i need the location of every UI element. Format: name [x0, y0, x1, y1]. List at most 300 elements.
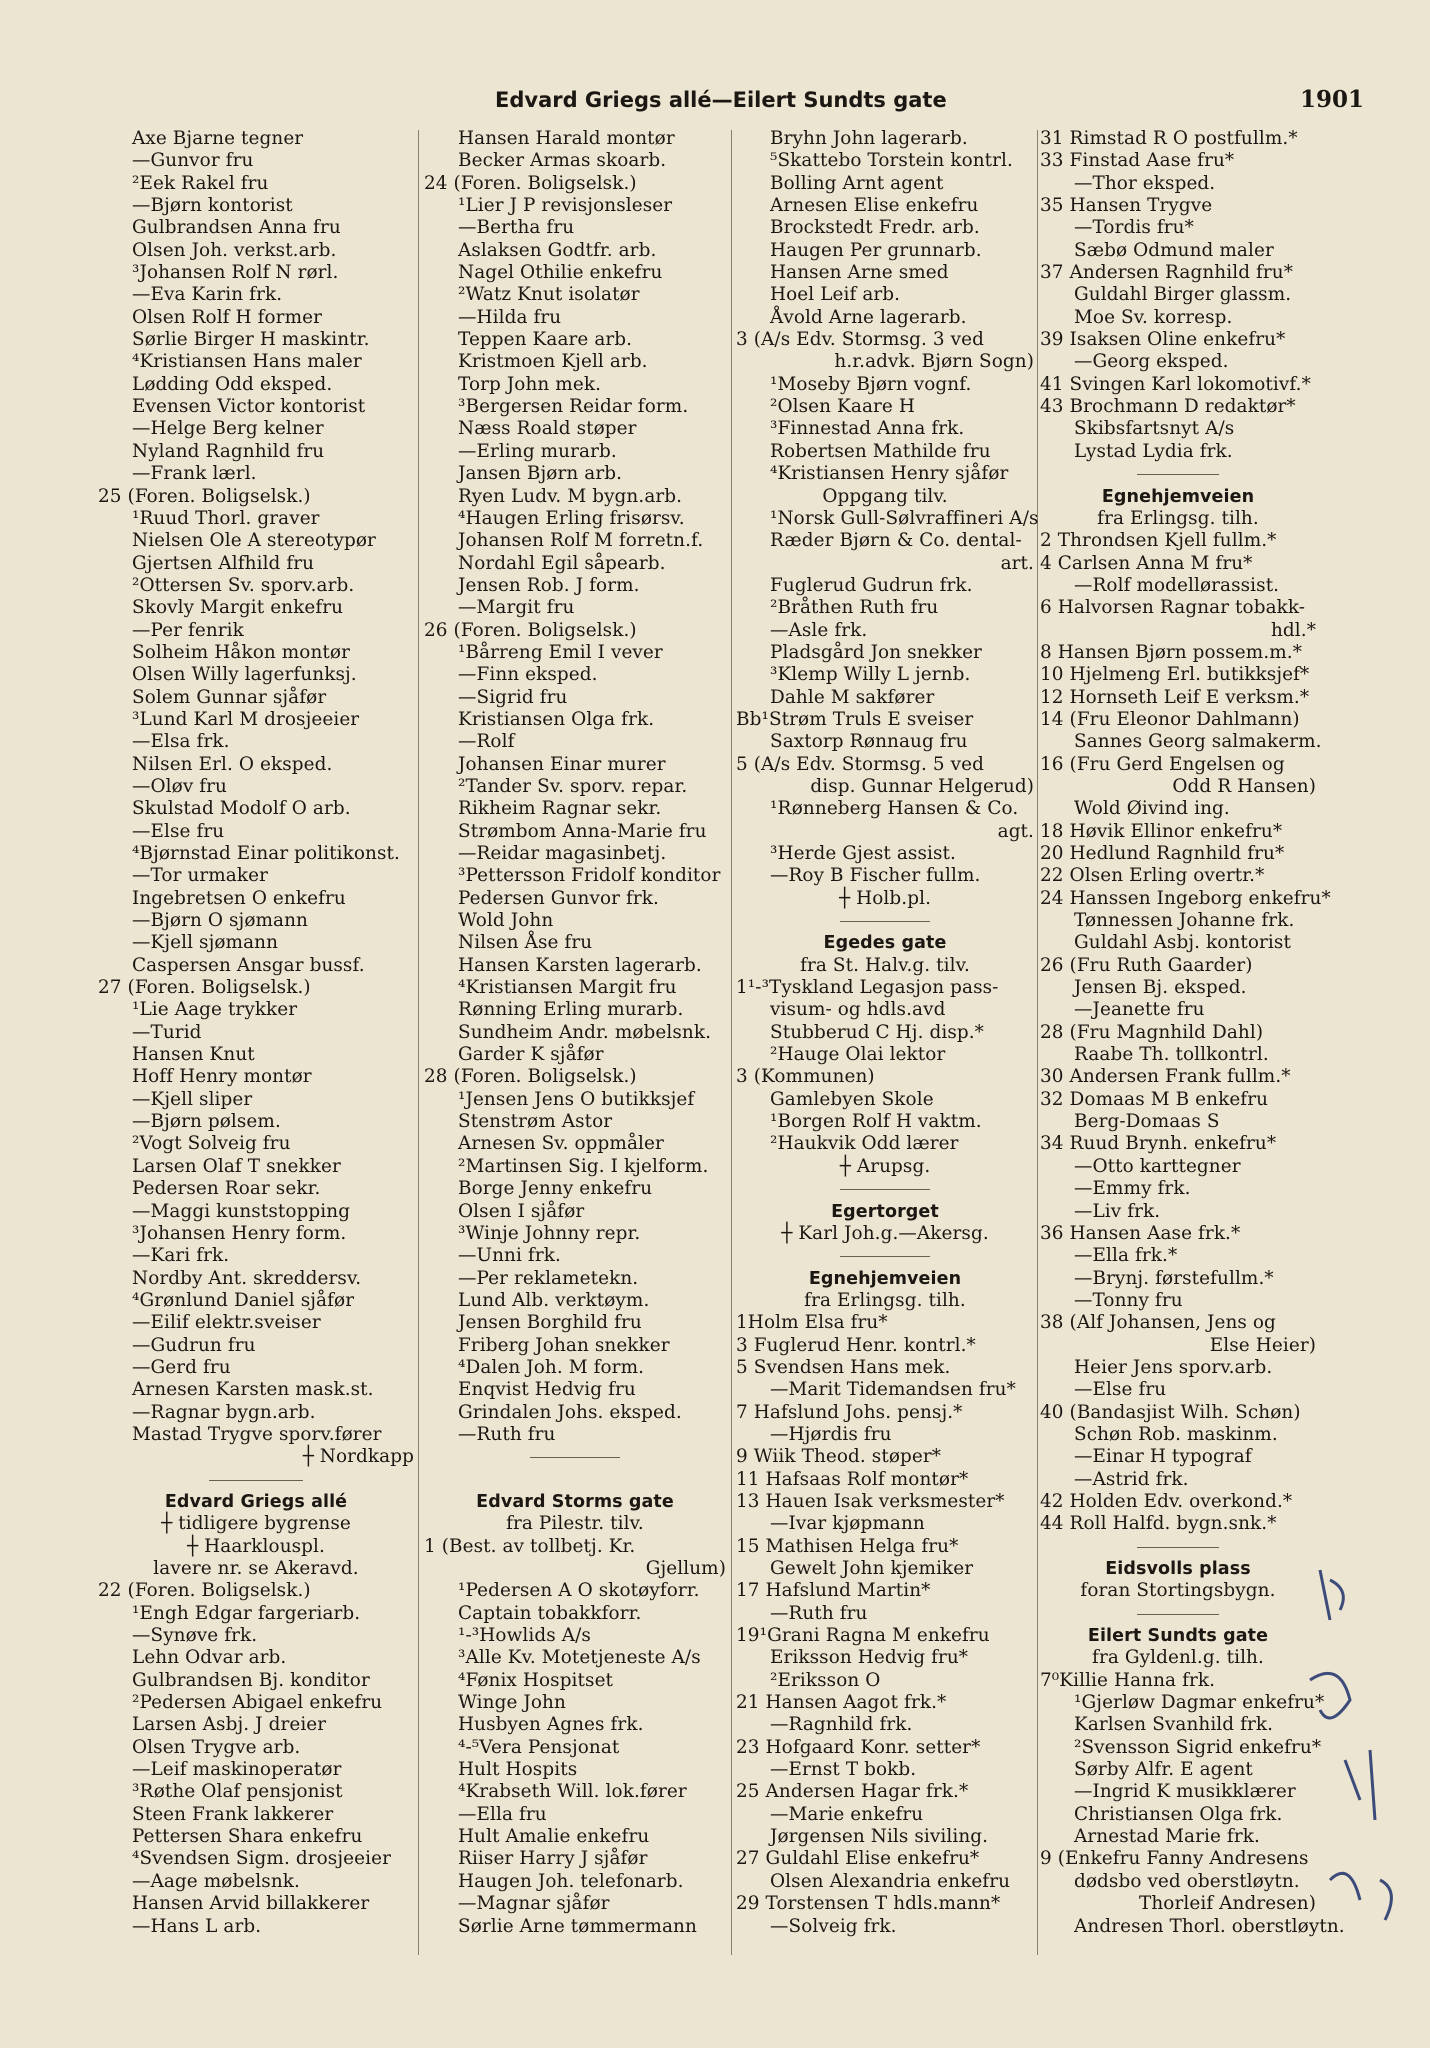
section-separator [1040, 1536, 1316, 1558]
directory-entry: Bb¹Strøm Truls E sveiser [736, 708, 974, 730]
directory-entry: Enqvist Hedvig fru [458, 1379, 636, 1401]
column-divider [1037, 130, 1038, 1955]
directory-entry: —Otto karttegner [1074, 1155, 1241, 1177]
directory-entry: fra St. Halv.g. tilv. [800, 954, 970, 976]
directory-entry: Jensen Rob. J form. [458, 574, 640, 596]
directory-entry: Thorleif Andresen) [1139, 1893, 1316, 1915]
column-divider [418, 130, 419, 1955]
directory-entry: Caspersen Ansgar bussf. [132, 954, 365, 976]
directory-entry: Gjellum) [645, 1558, 726, 1579]
directory-entry: 3 (A/s Edv. Stormsg. 3 ved [736, 329, 984, 351]
directory-entry: 6 Halvorsen Ragnar tobakk- [1040, 597, 1306, 619]
directory-entry: —Turid [132, 1021, 202, 1043]
directory-entry: fra Gyldenl.g. tilh. [1092, 1647, 1264, 1669]
directory-entry: ²Haukvik Odd lærer [770, 1133, 959, 1155]
directory-entry: dødsbo ved oberstløytn. [1074, 1870, 1300, 1892]
directory-entry: ²Vogt Solveig fru [132, 1133, 291, 1155]
directory-entry: visum- og hdls.avd [770, 999, 946, 1021]
directory-entry: —Tor urmaker [132, 865, 268, 887]
directory-entry: 26 (Foren. Boligselsk.) [424, 619, 637, 641]
directory-entry: —Tordis fru* [1074, 217, 1194, 239]
column-1 [98, 128, 414, 1938]
directory-entry: Jørgensen Nils siviling. [770, 1826, 989, 1848]
directory-entry: ¹Rønneberg Hansen & Co. [770, 798, 1019, 820]
directory-entry: Rikheim Ragnar sekr. [458, 798, 662, 820]
directory-entry: h.r.advk. Bjørn Sogn) [834, 351, 1034, 373]
directory-entry: ¹Borgen Rolf H vaktm. [770, 1111, 982, 1133]
directory-entry: Hansen Arvid billakkerer [132, 1893, 370, 1915]
directory-entry: —Hilda fru [458, 306, 562, 328]
directory-entry: —Liv frk. [1074, 1200, 1161, 1222]
directory-entry: 1Holm Elsa fru* [736, 1312, 888, 1334]
directory-entry: Evensen Victor kontorist [132, 396, 366, 418]
directory-entry: —Astrid frk. [1074, 1468, 1189, 1490]
directory-entry: 3 (Kommunen) [736, 1066, 875, 1088]
directory-entry: ⁴Kristiansen Henry sjåfør [770, 463, 1009, 485]
directory-entry: Kristmoen Kjell arb. [458, 351, 648, 373]
directory-entry: Wold Øivind ing. [1074, 798, 1230, 820]
directory-entry: Olsen Trygve arb. [132, 1736, 301, 1758]
directory-entry: —Rolf [458, 731, 515, 753]
directory-entry: 44 Roll Halfd. bygn.snk.* [1040, 1513, 1277, 1535]
directory-entry: Rønning Erling murarb. [458, 999, 684, 1021]
directory-entry: —Brynj. førstefullm.* [1074, 1267, 1274, 1289]
directory-entry: Olsen I sjåfør [458, 1200, 585, 1222]
directory-entry: Strømbom Anna-Marie fru [458, 820, 707, 842]
directory-entry: Guldahl Birger glassm. [1074, 284, 1292, 306]
directory-entry: 42 Holden Edv. overkond.* [1040, 1490, 1293, 1512]
directory-entry: —Emmy frk. [1074, 1178, 1191, 1200]
directory-entry: 31 Rimstad R O postfullm.* [1040, 128, 1298, 149]
section-separator [98, 1469, 414, 1491]
directory-entry: Olsen Alexandria enkefru [770, 1870, 1011, 1892]
directory-entry: 15 Mathisen Helga fru* [736, 1535, 959, 1557]
directory-entry: ²Svensson Sigrid enkefru* [1074, 1736, 1322, 1758]
directory-entry: Olsen Joh. verkst.arb. [132, 239, 337, 261]
directory-entry: Larsen Olaf T snekker [132, 1155, 341, 1177]
directory-entry: ⁵Skattebo Torstein kontrl. [770, 150, 1013, 172]
directory-entry: Heier Jens sporv.arb. [1074, 1356, 1273, 1378]
directory-entry: 27 (Foren. Boligselsk.) [98, 977, 311, 999]
directory-entry: Lehn Odvar arb. [132, 1647, 287, 1669]
directory-entry: ²Pedersen Abigael enkefru [132, 1692, 383, 1714]
directory-entry: 24 Hanssen Ingeborg enkefru* [1040, 887, 1331, 909]
directory-entry: Dahle M sakfører [770, 686, 935, 708]
directory-entry: ¹Norsk Gull-Sølvraffineri A/s [770, 507, 1039, 529]
section-separator [1040, 1603, 1316, 1625]
directory-entry: Garder K sjåfør [458, 1044, 604, 1066]
directory-entry: Bolling Arnt agent [770, 172, 944, 194]
directory-entry: ¹Moseby Bjørn vognf. [770, 373, 972, 395]
directory-entry: —Ruth fru [458, 1423, 556, 1445]
directory-entry: 12 Hornseth Leif E verksm.* [1040, 686, 1310, 708]
directory-entry: —Maggi kunststopping [132, 1200, 351, 1222]
directory-entry: 13 Hauen Isak verksmester* [736, 1490, 1005, 1512]
directory-entry: —Roy B Fischer fullm. [770, 865, 981, 887]
directory-entry: 11 Hafsaas Rolf montør* [736, 1468, 969, 1490]
directory-entry: —Thor eksped. [1074, 172, 1216, 194]
directory-entry: Haugen Joh. telefonarb. [458, 1870, 684, 1892]
directory-entry: Skovly Margit enkefru [132, 597, 344, 619]
directory-entry: Gamlebyen Skole [770, 1088, 934, 1110]
directory-entry: —Ragnar bygn.arb. [132, 1401, 316, 1423]
directory-entry: art. [1000, 552, 1034, 574]
directory-entry: 10 Hjelmeng Erl. butikksjef* [1040, 664, 1310, 686]
directory-entry: Pettersen Shara enkefru [132, 1826, 363, 1848]
directory-entry: 16 (Fru Gerd Engelsen og [1040, 753, 1285, 775]
directory-entry: Saxtorp Rønnaug fru [770, 731, 968, 753]
directory-entry: 38 (Alf Johansen, Jens og [1040, 1312, 1276, 1334]
directory-entry: Gulbrandsen Anna fru [132, 217, 341, 239]
directory-entry: Lund Alb. verktøym. [458, 1289, 650, 1311]
directory-entry: Gewelt John kjemiker [770, 1558, 974, 1579]
directory-entry: Hult Amalie enkefru [458, 1826, 650, 1848]
directory-entry: Olsen Rolf H former [132, 306, 322, 328]
street-heading: Edvard Griegs allé [164, 1491, 348, 1512]
directory-entry: hdl.* [1270, 619, 1316, 641]
directory-entry: —Frank lærl. [132, 463, 257, 485]
directory-entry: Kristiansen Olga frk. [458, 708, 655, 730]
directory-entry: foran Stortingsbygn. [1080, 1580, 1276, 1602]
directory-entry: Gulbrandsen Bj. konditor [132, 1669, 370, 1691]
directory-entry: —Einar H typograf [1074, 1446, 1252, 1468]
directory-entry: ¹Ruud Thorl. graver [132, 507, 320, 529]
directory-entry: Hansen Knut [132, 1044, 255, 1066]
directory-entry: Olsen Willy lagerfunksj. [132, 664, 357, 686]
directory-entry: ⁴Dalen Joh. M form. [458, 1356, 645, 1378]
directory-entry: Bryhn John lagerarb. [770, 128, 968, 149]
directory-entry: —Magnar sjåfør [458, 1893, 610, 1915]
directory-entry: 18 Høvik Ellinor enkefru* [1040, 820, 1283, 842]
directory-entry: ¹Jensen Jens O butikksjef [458, 1088, 695, 1110]
directory-entry: 32 Domaas M B enkefru [1040, 1088, 1269, 1110]
directory-entry: ³Lund Karl M drosjeeier [132, 708, 360, 730]
directory-entry: ¹Bårreng Emil I vever [458, 641, 663, 663]
directory-entry: Torp John mek. [458, 373, 602, 395]
directory-entry: 43 Brochmann D redaktør* [1040, 396, 1296, 418]
directory-entry: ²Ottersen Sv. sporv.arb. [132, 574, 355, 596]
directory-entry: —Bertha fru [458, 217, 575, 239]
directory-entry: —Else fru [1074, 1379, 1167, 1401]
directory-entry: Husbyen Agnes frk. [458, 1714, 644, 1736]
directory-entry: Skulstad Modolf O arb. [132, 798, 351, 820]
directory-entry: Nordahl Egil såpearb. [458, 552, 666, 574]
directory-entry: Grindalen Johs. eksped. [458, 1401, 682, 1423]
directory-entry: ¹Engh Edgar fargeriarb. [132, 1602, 361, 1624]
directory-entry: Nordby Ant. skreddersv. [132, 1267, 362, 1289]
directory-entry: ²Watz Knut isolatør [458, 284, 640, 306]
directory-entry: —Ella frk.* [1074, 1245, 1178, 1267]
directory-entry: ¹Gjerløw Dagmar enkefru* [1074, 1692, 1325, 1714]
directory-entry: —Ruth fru [770, 1602, 868, 1624]
directory-entry: 35 Hansen Trygve [1040, 195, 1213, 217]
directory-entry: Sørby Alfr. E agent [1074, 1759, 1253, 1781]
directory-entry: Larsen Asbj. J dreier [132, 1714, 327, 1736]
directory-entry: —Per fenrik [132, 619, 244, 641]
directory-entry: —Helge Berg kelner [132, 418, 324, 440]
section-separator [424, 1446, 726, 1468]
directory-entry: Johansen Rolf M forretn.f. [458, 530, 704, 552]
directory-entry: —Leif maskinoperatør [132, 1759, 342, 1781]
directory-entry: 19¹Grani Ragna M enkefru [736, 1625, 990, 1647]
directory-entry: —Eilif elektr.sveiser [132, 1312, 321, 1334]
directory-entry: —Georg eksped. [1074, 351, 1229, 373]
directory-entry: Robertsen Mathilde fru [770, 440, 991, 462]
directory-entry: ¹-³Howlids A/s [458, 1625, 591, 1647]
street-heading: Eidsvolls plass [1105, 1559, 1251, 1579]
directory-entry: 14 (Fru Eleonor Dahlmann) [1040, 708, 1300, 730]
directory-entry: Arnestad Marie frk. [1074, 1826, 1260, 1848]
directory-entry: —Hjørdis fru [770, 1423, 892, 1445]
directory-entry: —Reidar magasinbetj. [458, 843, 667, 864]
directory-entry: 33 Finstad Aase fru* [1040, 150, 1235, 172]
directory-entry: —Bjørn O sjømann [132, 910, 308, 932]
directory-entry: ⁴Haugen Erling frisørsv. [458, 507, 685, 529]
directory-entry: ²Hauge Olai lektor [770, 1044, 946, 1066]
directory-entry: 5 Svendsen Hans mek. [736, 1356, 951, 1378]
page-title: Edvard Griegs allé—Eilert Sundts gate [495, 88, 947, 112]
directory-entry: 5 (A/s Edv. Stormsg. 5 ved [736, 753, 984, 775]
directory-entry: Raabe Th. tollkontrl. [1074, 1044, 1269, 1066]
directory-entry: Nagel Othilie enkefru [458, 262, 663, 284]
column-2 [424, 128, 726, 1938]
directory-entry: Sundheim Andr. møbelsnk. [458, 1021, 712, 1043]
directory-entry: Gjertsen Alfhild fru [132, 552, 315, 574]
directory-entry: 23 Hofgaard Konr. setter* [736, 1736, 981, 1758]
directory-entry: —Kari frk. [132, 1245, 230, 1267]
directory-entry: Stubberud C Hj. disp.* [770, 1021, 984, 1043]
directory-entry: —Bjørn pølsem. [132, 1111, 281, 1133]
directory-entry: ┼ Haarklouspl. [187, 1535, 325, 1557]
directory-entry: —Solveig frk. [770, 1915, 897, 1937]
directory-entry: —Kjell sliper [132, 1088, 253, 1110]
directory-entry: ⁴Krabseth Will. lok.fører [458, 1781, 687, 1803]
directory-entry: 28 (Foren. Boligselsk.) [424, 1066, 637, 1088]
directory-entry: 7⁰Killie Hanna frk. [1040, 1669, 1216, 1691]
directory-entry: Arnesen Sv. oppmåler [458, 1133, 664, 1155]
directory-entry: Aslaksen Godtfr. arb. [458, 239, 657, 261]
section-separator [1040, 463, 1316, 485]
directory-entry: Sørlie Arne tømmermann [458, 1915, 697, 1937]
directory-entry: Ræder Bjørn & Co. dental- [770, 530, 1022, 552]
directory-entry: disp. Gunnar Helgerud) [810, 775, 1034, 797]
directory-entry: —Aage møbelsnk. [132, 1870, 300, 1892]
directory-entry: ³Johansen Rolf N rørl. [132, 262, 339, 284]
directory-entry: ┼ Arupsg. [839, 1155, 931, 1177]
directory-entry: —Margit fru [458, 597, 575, 619]
directory-entry: —Marit Tidemandsen fru* [770, 1379, 1016, 1401]
directory-entry: ²Eek Rakel fru [132, 172, 269, 194]
directory-entry: ²Bråthen Ruth fru [770, 597, 939, 619]
directory-entry: 25 (Foren. Boligselsk.) [98, 485, 311, 507]
directory-entry: Mastad Trygve sporv.fører [132, 1423, 382, 1445]
directory-entry: 30 Andersen Frank fullm.* [1040, 1066, 1291, 1088]
directory-entry: —Bjørn kontorist [132, 195, 293, 217]
directory-entry: 9 Wiik Theod. støper* [736, 1446, 942, 1468]
directory-entry: ³Finnestad Anna frk. [770, 418, 965, 440]
pencil-annotation [1290, 1560, 1430, 1980]
directory-entry: Sannes Georg salmakerm. [1074, 731, 1322, 753]
directory-entry: —Gunvor fru [132, 150, 254, 172]
directory-entry: 20 Hedlund Ragnhild fru* [1040, 843, 1285, 864]
directory-entry: Lystad Lydia frk. [1074, 440, 1233, 462]
directory-entry: ┼ Holb.pl. [838, 887, 932, 909]
column-3 [736, 128, 1039, 1938]
directory-entry: Captain tobakkforr. [458, 1602, 642, 1624]
street-heading: Egnehjemveien [808, 1268, 962, 1289]
directory-entry: Andresen Thorl. oberstløytn. [1074, 1915, 1345, 1937]
directory-entry: ¹Pedersen A O skotøyforr. [458, 1580, 700, 1602]
directory-entry: Arnesen Karsten mask.st. [132, 1379, 374, 1401]
directory-entry: —Elsa frk. [132, 731, 230, 753]
directory-entry: Teppen Kaare arb. [458, 329, 633, 351]
page-header [0, 88, 1430, 124]
street-heading: Edvard Storms gate [476, 1491, 674, 1512]
directory-entry: —Asle frk. [770, 619, 868, 641]
directory-entry: Jensen Bj. eksped. [1074, 977, 1247, 999]
directory-entry: ³Klemp Willy L jernb. [770, 664, 971, 686]
directory-entry: Åvold Arne lagerarb. [770, 306, 967, 328]
column-divider [731, 130, 732, 1955]
directory-entry: Berg-Domaas S [1074, 1111, 1220, 1133]
directory-entry: fra Pilestr. tilv. [506, 1513, 644, 1535]
directory-entry: Riiser Harry J sjåfør [458, 1848, 648, 1870]
directory-entry: fra Erlingsg. tilh. [804, 1289, 966, 1311]
directory-entry: 17 Hafslund Martin* [736, 1580, 931, 1602]
directory-entry: ³Røthe Olaf pensjonist [132, 1781, 343, 1803]
directory-entry: —Marie enkefru [770, 1803, 924, 1825]
directory-entry: 24 (Foren. Boligselsk.) [424, 172, 637, 194]
directory-entry: ⁴Grønlund Daniel sjåfør [132, 1289, 355, 1311]
directory-entry: Jansen Bjørn arb. [458, 463, 623, 485]
directory-entry: Becker Armas skoarb. [458, 150, 667, 172]
directory-entry: Eriksson Hedvig fru* [770, 1647, 969, 1669]
directory-entry: Guldahl Asbj. kontorist [1074, 932, 1291, 954]
directory-entry: Solem Gunnar sjåfør [132, 686, 327, 708]
directory-entry: Jensen Borghild fru [458, 1312, 642, 1334]
directory-entry: Næss Roald støper [458, 418, 637, 440]
directory-entry: Nyland Ragnhild fru [132, 440, 325, 462]
directory-entry: Steen Frank lakkerer [132, 1803, 334, 1825]
directory-entry: 1 (Best. av tollbetj. Kr. [424, 1535, 636, 1557]
directory-entry: 4 Carlsen Anna M fru* [1040, 552, 1253, 574]
directory-entry: —Sigrid fru [458, 686, 568, 708]
directory-entry: 28 (Fru Magnhild Dahl) [1040, 1021, 1264, 1043]
directory-entry: Solheim Håkon montør [132, 641, 350, 663]
directory-entry: 26 (Fru Ruth Gaarder) [1040, 954, 1253, 976]
street-heading: Egnehjemveien [1101, 486, 1255, 507]
directory-entry: Axe Bjarne tegner [132, 128, 304, 149]
directory-entry: 25 Andersen Hagar frk.* [736, 1781, 969, 1803]
directory-entry: —Erling murarb. [458, 440, 617, 462]
directory-entry: —Synøve frk. [132, 1625, 258, 1647]
directory-entry: 37 Andersen Ragnhild fru* [1040, 262, 1294, 284]
directory-entry: Pedersen Roar sekr. [132, 1178, 321, 1200]
directory-entry: —Hans L arb. [132, 1915, 262, 1937]
directory-entry: Sørlie Birger H maskintr. [132, 329, 370, 351]
directory-entry: Fuglerud Gudrun frk. [770, 574, 973, 596]
directory-entry: Schøn Rob. maskinm. [1074, 1423, 1278, 1445]
directory-entry: 7 Hafslund Johs. pensj.* [736, 1401, 963, 1423]
directory-entry: ⁴Bjørnstad Einar politikonst. [132, 843, 400, 864]
directory-entry: —Gudrun fru [132, 1334, 256, 1356]
directory-entry: 21 Hansen Aagot frk.* [736, 1692, 947, 1714]
directory-entry: Hansen Harald montør [458, 128, 675, 149]
directory-entry: —Ernst T bokb. [770, 1759, 917, 1781]
directory-entry: Christiansen Olga frk. [1074, 1803, 1283, 1825]
directory-entry: agt. [997, 820, 1034, 842]
directory-entry: ²Tander Sv. sporv. repar. [458, 775, 688, 797]
directory-entry: —Unni frk. [458, 1245, 561, 1267]
section-separator [736, 910, 1034, 932]
directory-entry [424, 1469, 726, 1491]
directory-entry: —Finn eksped. [458, 664, 598, 686]
directory-entry: ⁴-⁵Vera Pensjonat [458, 1736, 620, 1758]
street-heading: Eilert Sundts gate [1087, 1626, 1269, 1647]
directory-entry: Odd R Hansen) [1172, 775, 1316, 797]
directory-entry: —Jeanette fru [1074, 999, 1205, 1021]
directory-entry: ┼ Karl Joh.g.—Akersg. [781, 1222, 989, 1244]
section-separator [736, 1245, 1034, 1267]
directory-entry: —Kjell sjømann [132, 932, 279, 954]
directory-entry: ┼ tidligere bygrense [161, 1513, 351, 1535]
directory-entry: Tønnessen Johanne frk. [1074, 910, 1295, 932]
directory-entry: Skibsfartsnyt A/s [1074, 418, 1235, 440]
directory-entry: —Ivar kjøpmann [770, 1513, 925, 1535]
directory-entry: Pladsgård Jon snekker [770, 641, 982, 663]
directory-entry: Arnesen Elise enkefru [770, 195, 979, 217]
directory-entry: 34 Ruud Brynh. enkefru* [1040, 1133, 1277, 1155]
directory-entry: 41 Svingen Karl lokomotivf.* [1040, 373, 1311, 395]
directory-entry: ⁴Kristiansen Hans maler [132, 351, 362, 373]
directory-entry: —Rolf modellørassist. [1074, 574, 1280, 596]
directory-entry: Oppgang tilv. [822, 485, 948, 507]
directory-entry: ⁴Svendsen Sigm. drosjeeier [132, 1848, 391, 1870]
directory-entry: ³Bergersen Reidar form. [458, 396, 689, 418]
directory-entry: —Else fru [132, 820, 225, 842]
directory-entry: 27 Guldahl Elise enkefru* [736, 1848, 980, 1870]
directory-entry: 40 (Bandasjist Wilh. Schøn) [1040, 1401, 1301, 1423]
directory-entry: Hoff Henry montør [132, 1066, 312, 1088]
directory-entry: Hult Hospits [458, 1759, 578, 1781]
directory-entry: ²Olsen Kaare H [770, 396, 915, 418]
directory-entry: ³Winje Johnny repr. [458, 1222, 641, 1244]
directory-entry: Wold John [458, 910, 554, 932]
directory-entry: ¹Lier J P revisjonsleser [458, 195, 673, 217]
directory-entry: ¹Lie Aage trykker [132, 999, 298, 1021]
directory-entry: 22 Olsen Erling overtr.* [1040, 865, 1265, 887]
directory-entry: Brockstedt Fredr. arb. [770, 217, 980, 239]
directory-entry: ³Herde Gjest assist. [770, 843, 956, 864]
directory-entry: Nilsen Erl. O eksped. [132, 753, 333, 775]
street-heading: Egedes gate [823, 933, 947, 954]
page-number: 1901 [1300, 86, 1365, 113]
directory-entry: ³Pettersson Fridolf konditor [458, 865, 721, 887]
directory-entry: Else Heier) [1209, 1334, 1316, 1356]
directory-entry: Haugen Per grunnarb. [770, 239, 982, 261]
section-separator [736, 1178, 1034, 1200]
directory-entry: ³Alle Kv. Motetjeneste A/s [458, 1647, 701, 1669]
directory-entry: ⁴Fønix Hospitset [458, 1669, 614, 1691]
directory-entry: —Ella fru [458, 1803, 547, 1825]
directory-entry: Nilsen Åse fru [458, 932, 593, 954]
directory-entry: 22 (Foren. Boligselsk.) [98, 1580, 311, 1602]
directory-entry: —Gerd fru [132, 1356, 231, 1378]
directory-entry: 8 Hansen Bjørn possem.m.* [1040, 641, 1303, 663]
directory-entry: —Per reklametekn. [458, 1267, 639, 1289]
directory-entry: Stenstrøm Astor [458, 1111, 613, 1133]
column-4 [1040, 128, 1345, 1938]
